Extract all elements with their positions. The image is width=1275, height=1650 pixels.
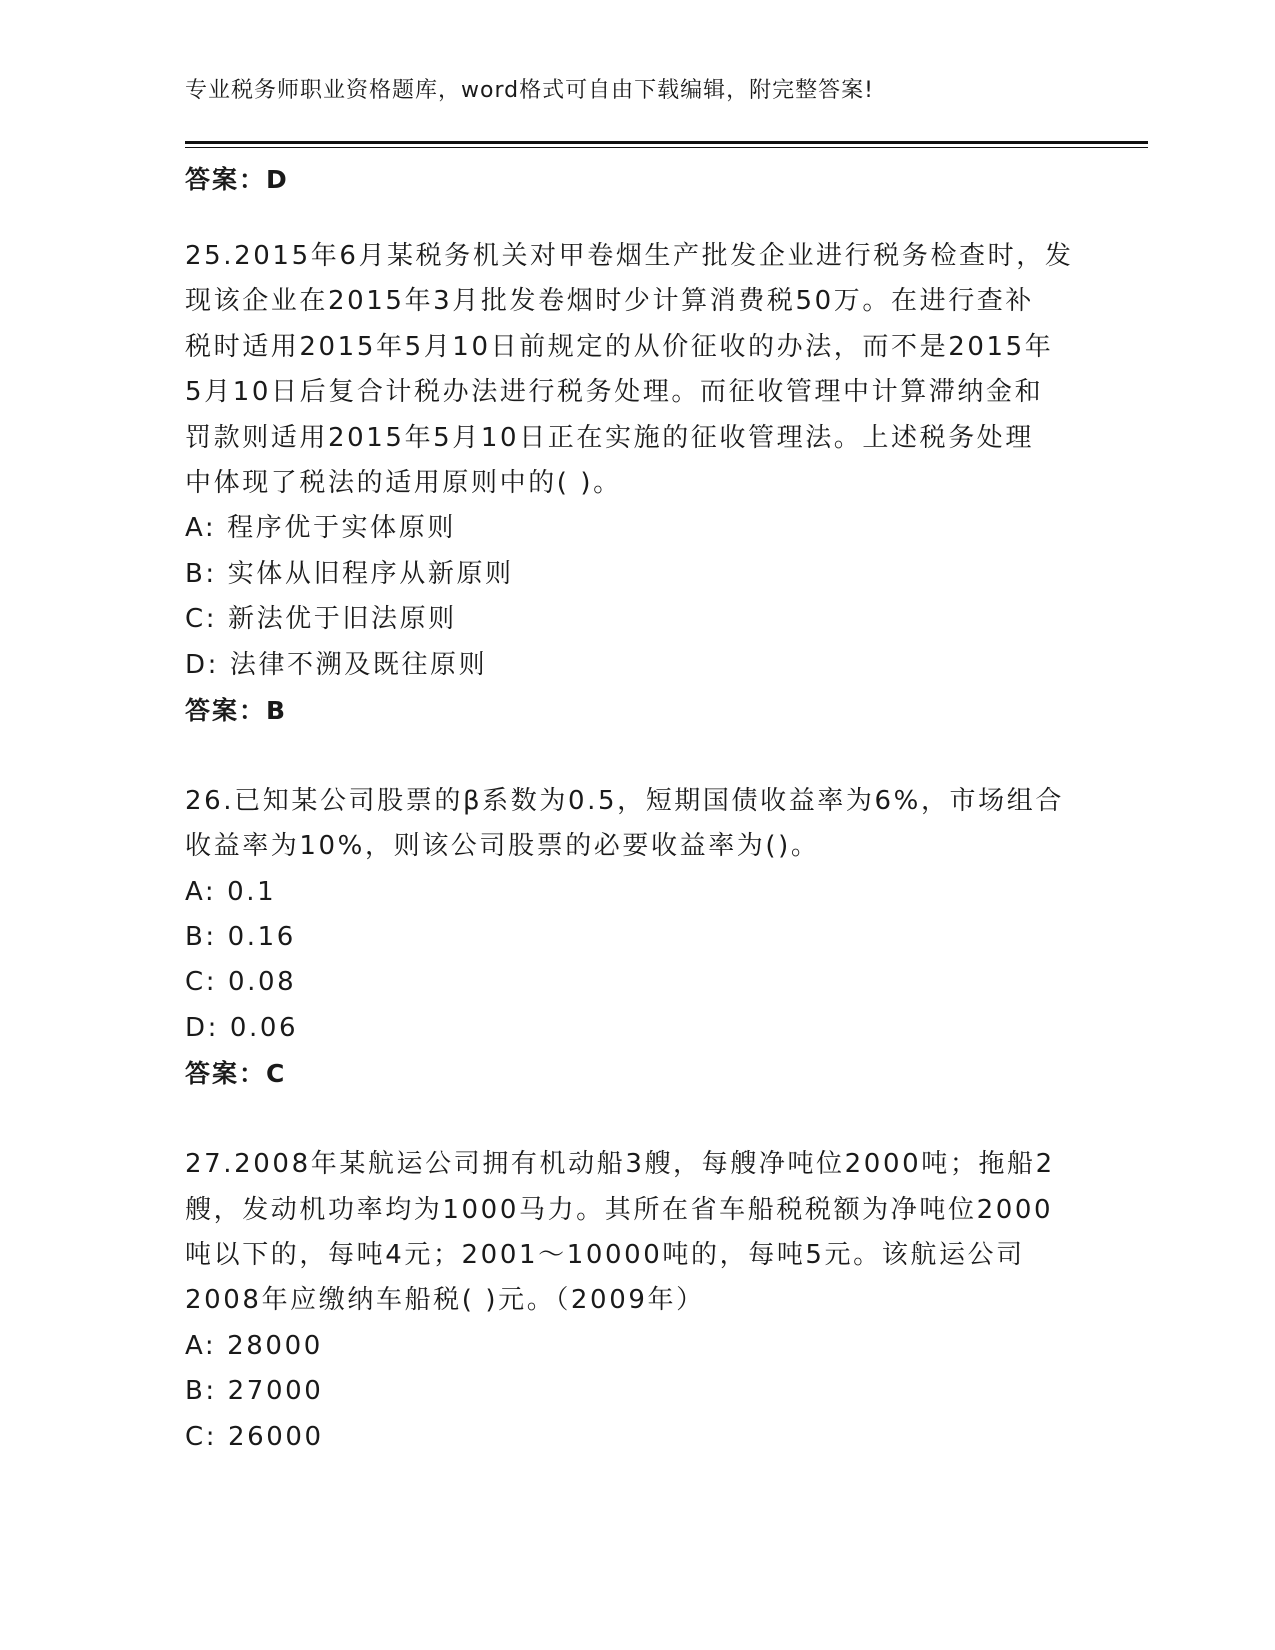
option-a: A: 28000	[185, 1330, 323, 1361]
option-b: B: 实体从旧程序从新原则	[185, 558, 514, 589]
option-d: D: 法律不溯及既往原则	[185, 649, 488, 680]
option-c: C: 新法优于旧法原则	[185, 604, 457, 635]
option-d: D: 0.06	[185, 1012, 299, 1043]
question-line: 中体现了税法的适用原则中的( )。	[185, 467, 622, 498]
previous-answer: 答案：D	[185, 165, 289, 194]
question-26	[185, 779, 1085, 1096]
question-line: 吨以下的，每吨4元；2001～10000吨的，每吨5元。该航运公司	[185, 1240, 1025, 1271]
question-line: 收益率为10%，则该公司股票的必要收益率为()。	[185, 831, 820, 862]
option-b: B: 0.16	[185, 922, 296, 953]
question-line: 艘，发动机功率均为1000马力。其所在省车船税税额为净吨位2000	[185, 1194, 1054, 1225]
question-25	[185, 234, 1085, 733]
option-b: B: 27000	[185, 1376, 324, 1407]
header-rule-thin	[185, 147, 1148, 148]
question-line: 现该企业在2015年3月批发卷烟时少计算消费税50万。在进行查补	[185, 286, 1034, 317]
question-line: 25.2015年6月某税务机关对甲卷烟生产批发企业进行税务检查时，发	[185, 241, 1074, 271]
question-line: 税时适用2015年5月10日前规定的从价征收的办法，而不是2015年	[185, 331, 1054, 362]
question-line: 27.2008年某航运公司拥有机动船3艘，每艘净吨位2000吨；拖船2	[185, 1149, 1055, 1180]
question-line: 2008年应缴纳车船税( )元。（2009年）	[185, 1285, 705, 1316]
question-line: 5月10日后复合计税办法进行税务处理。而征收管理中计算滞纳金和	[185, 377, 1044, 408]
question-line: 26.已知某公司股票的β系数为0.5，短期国债收益率为6%，市场组合	[185, 785, 1064, 816]
content	[185, 160, 1085, 1460]
header-rule-thick	[185, 141, 1148, 144]
option-a: A: 0.1	[185, 876, 277, 907]
option-c: C: 0.08	[185, 967, 297, 998]
option-c: C: 26000	[185, 1421, 324, 1452]
question-line: 罚款则适用2015年5月10日正在实施的征收管理法。上述税务处理	[185, 422, 1034, 453]
option-a: A: 程序优于实体原则	[185, 513, 456, 544]
question-27	[185, 1142, 1085, 1460]
header-note: 专业税务师职业资格题库，word格式可自由下载编辑，附完整答案!	[185, 78, 874, 103]
answer: 答案：C	[185, 1059, 287, 1089]
answer: 答案：B	[185, 695, 288, 725]
